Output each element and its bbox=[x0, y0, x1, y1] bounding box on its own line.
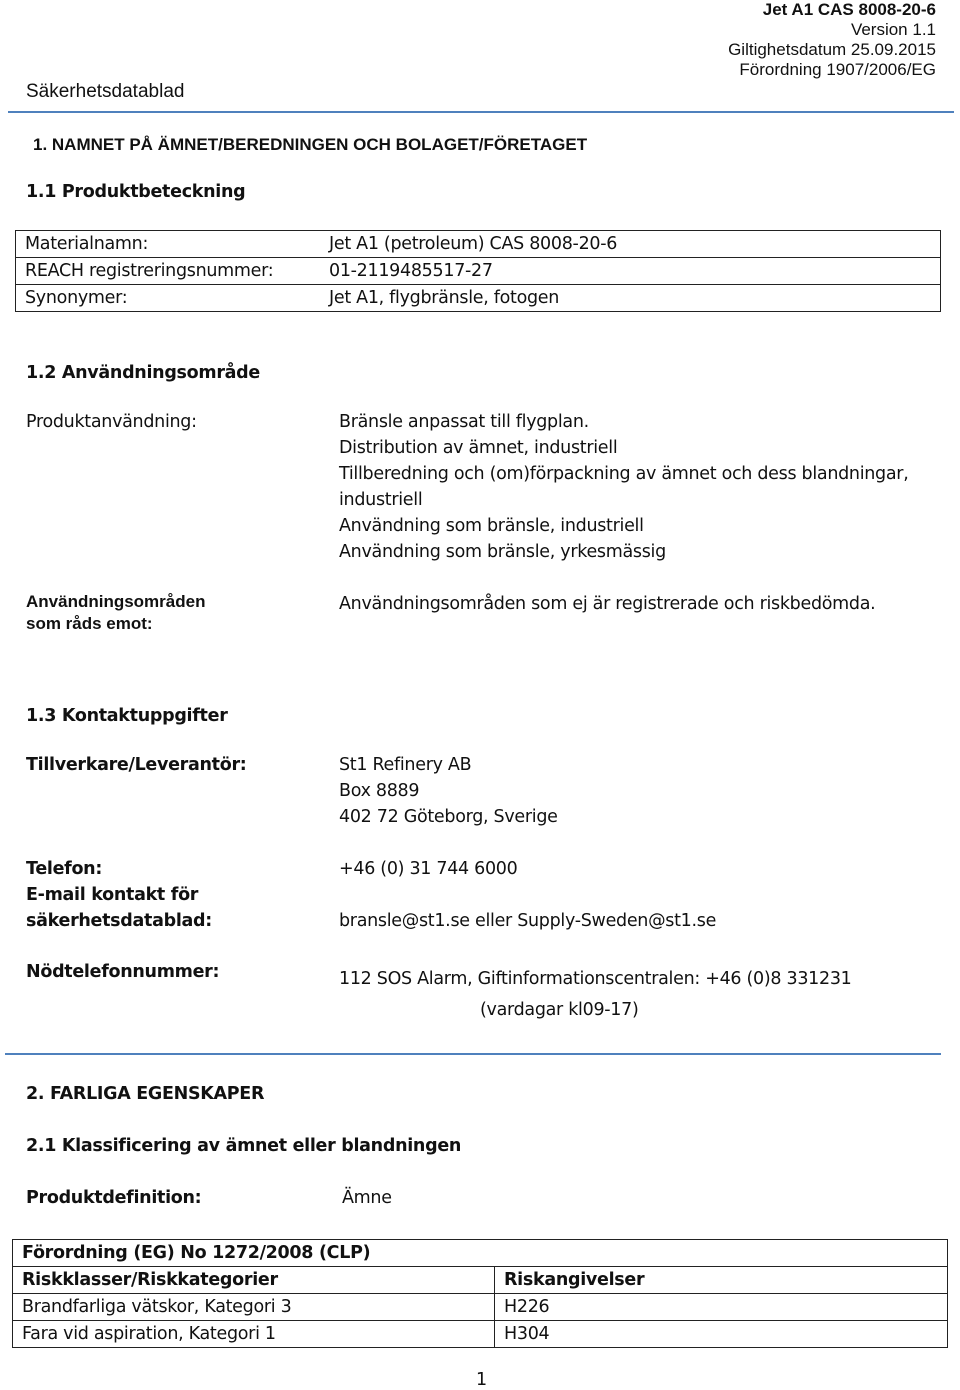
hazard-class-cell: Fara vid aspiration, Kategori 1 bbox=[13, 1321, 495, 1348]
section-divider bbox=[5, 1053, 941, 1055]
advised-against-label: Användningsområden bbox=[26, 592, 206, 611]
s12-heading: 1.2 Användningsområde bbox=[26, 363, 260, 383]
phone-value: +46 (0) 31 744 6000 bbox=[339, 859, 518, 879]
material-name-label: Materialnamn: bbox=[16, 231, 316, 258]
product-identifier-table bbox=[15, 230, 941, 312]
emergency-hours: (vardagar kl09-17) bbox=[480, 1000, 639, 1020]
table-row bbox=[13, 1240, 948, 1267]
s11-heading: 1.1 Produktbeteckning bbox=[26, 182, 246, 202]
section2-heading: 2. FARLIGA EGENSKAPER bbox=[26, 1084, 265, 1104]
column-header-class: Riskklasser/Riskkategorier bbox=[13, 1267, 495, 1294]
reach-label: REACH registreringsnummer: bbox=[16, 258, 316, 285]
clp-table-title: Förordning (EG) No 1272/2008 (CLP) bbox=[13, 1240, 948, 1267]
product-use-line: industriell bbox=[339, 490, 423, 510]
product-use-label: Produktanvändning: bbox=[26, 412, 197, 432]
header-regulation: Förordning 1907/2006/EG bbox=[739, 60, 936, 79]
email-label: E-mail kontakt för bbox=[26, 885, 199, 905]
header-divider bbox=[8, 111, 954, 113]
document-title: Säkerhetsdatablad bbox=[26, 81, 185, 102]
s21-heading: 2.1 Klassificering av ämnet eller blandningen bbox=[26, 1136, 462, 1156]
emergency-label: Nödtelefonnummer: bbox=[26, 962, 220, 982]
table-row bbox=[13, 1294, 948, 1321]
synonyms-value: Jet A1, flygbränsle, fotogen bbox=[315, 285, 941, 312]
supplier-label: Tillverkare/Leverantör: bbox=[26, 755, 247, 775]
product-definition-value: Ämne bbox=[342, 1188, 392, 1208]
clp-classification-table bbox=[12, 1239, 948, 1348]
page-number: 1 bbox=[476, 1370, 487, 1390]
supplier-line: St1 Refinery AB bbox=[339, 755, 472, 775]
table-row bbox=[16, 258, 941, 285]
table-row bbox=[16, 285, 941, 312]
email-value[interactable]: bransle@st1.se eller Supply-Sweden@st1.se bbox=[339, 911, 717, 931]
phone-label: Telefon: bbox=[26, 859, 103, 879]
column-header-statement: Riskangivelser bbox=[495, 1267, 948, 1294]
product-use-line: Bränsle anpassat till flygplan. bbox=[339, 412, 589, 432]
s13-heading: 1.3 Kontaktuppgifter bbox=[26, 706, 228, 726]
email-label: säkerhetsdatablad: bbox=[26, 911, 212, 931]
product-use-line: Användning som bränsle, industriell bbox=[339, 516, 644, 536]
hazard-statement-cell: H226 bbox=[495, 1294, 948, 1321]
product-use-line: Tillberedning och (om)förpackning av ämnet och dess blandningar, bbox=[339, 464, 909, 484]
table-row bbox=[13, 1267, 948, 1294]
table-row bbox=[13, 1321, 948, 1348]
product-use-line: Distribution av ämnet, industriell bbox=[339, 438, 618, 458]
hazard-statement-cell: H304 bbox=[495, 1321, 948, 1348]
header-product: Jet A1 CAS 8008-20-6 bbox=[762, 0, 936, 19]
advised-against-label: som råds emot: bbox=[26, 614, 153, 633]
synonyms-label: Synonymer: bbox=[16, 285, 316, 312]
supplier-line: Box 8889 bbox=[339, 781, 420, 801]
section1-heading: 1. NAMNET PÅ ÄMNET/BEREDNINGEN OCH BOLAGET/FÖRETAGET bbox=[33, 135, 588, 154]
material-name-value: Jet A1 (petroleum) CAS 8008-20-6 bbox=[315, 231, 941, 258]
supplier-line: 402 72 Göteborg, Sverige bbox=[339, 807, 558, 827]
hazard-class-cell: Brandfarliga vätskor, Kategori 3 bbox=[13, 1294, 495, 1321]
header-date: Giltighetsdatum 25.09.2015 bbox=[728, 40, 936, 59]
advised-against-value: Användningsområden som ej är registrerade och riskbedömda. bbox=[339, 594, 876, 614]
header-version: Version 1.1 bbox=[850, 20, 936, 39]
product-definition-label: Produktdefinition: bbox=[26, 1188, 202, 1208]
product-use-line: Användning som bränsle, yrkesmässig bbox=[339, 542, 666, 562]
emergency-value: 112 SOS Alarm, Giftinformationscentralen: +46 (0)8 331231 bbox=[339, 969, 852, 989]
table-row bbox=[16, 231, 941, 258]
reach-value: 01-2119485517-27 bbox=[315, 258, 941, 285]
